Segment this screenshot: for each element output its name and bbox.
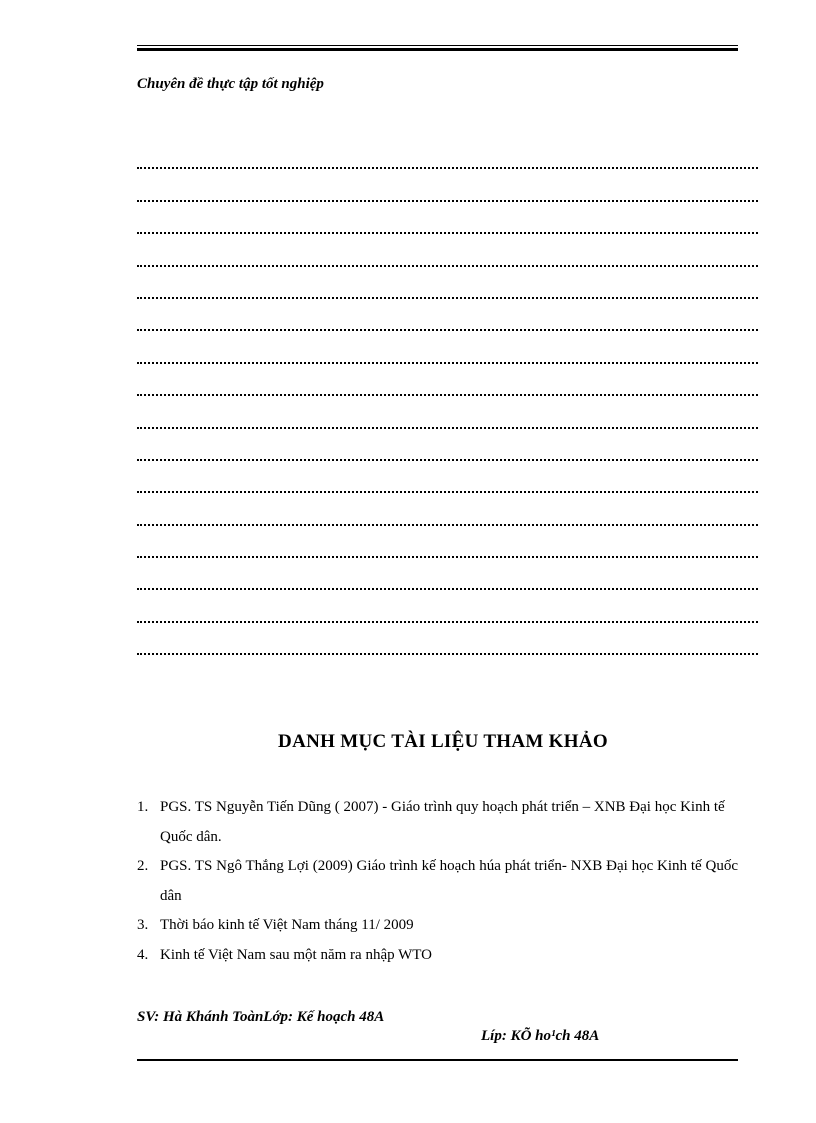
references-title: DANH MỤC TÀI LIỆU THAM KHẢO [278,731,608,752]
dotted-line [137,493,758,525]
dotted-line [137,331,758,363]
dotted-line [137,396,758,428]
footer-rule [137,1059,738,1061]
reference-item [137,941,738,971]
dotted-line [137,526,758,558]
dotted-line [137,267,758,299]
reference-text: Thời báo kinh tế Việt Nam tháng 11/ 2009 [160,917,414,933]
dotted-line [137,169,758,201]
reference-text: Kinh tế Việt Nam sau một năm ra nhập WTO [160,946,432,963]
reference-item [137,793,738,852]
dotted-line [137,299,758,331]
dotted-line [137,202,758,234]
header-rule [137,45,738,51]
dotted-line [137,364,758,396]
footer-class-info: Líp: KÕ ho¹ch 48A [481,1028,600,1044]
dotted-lines-block [137,137,758,655]
dotted-line [137,137,758,169]
dotted-line [137,558,758,590]
reference-number: 2. [137,858,149,874]
dotted-line [137,590,758,622]
reference-text: PGS. TS Nguyễn Tiến Dũng ( 2007) - Giáo trình quy hoạch phát triển – XNB Đại học Kinh tế Quốc dân. [160,799,725,845]
reference-number: 4. [137,946,149,963]
dotted-line [137,623,758,655]
dotted-line [137,234,758,266]
dotted-line [137,429,758,461]
header-title: Chuyên đề thực tập tốt nghiệp [137,76,324,92]
references-list [137,793,738,970]
reference-text: PGS. TS Ngô Thắng Lợi (2009) Giáo trình kế hoạch húa phát triển- NXB Đại học Kinh tế Quốc dân [160,858,738,904]
reference-item [137,911,738,941]
reference-number: 3. [137,917,149,933]
footer-student-info: SV: Hà Khánh ToànLớp: Kế hoạch 48A [137,1009,385,1025]
reference-number: 1. [137,799,149,815]
dotted-line [137,461,758,493]
reference-item [137,852,738,911]
